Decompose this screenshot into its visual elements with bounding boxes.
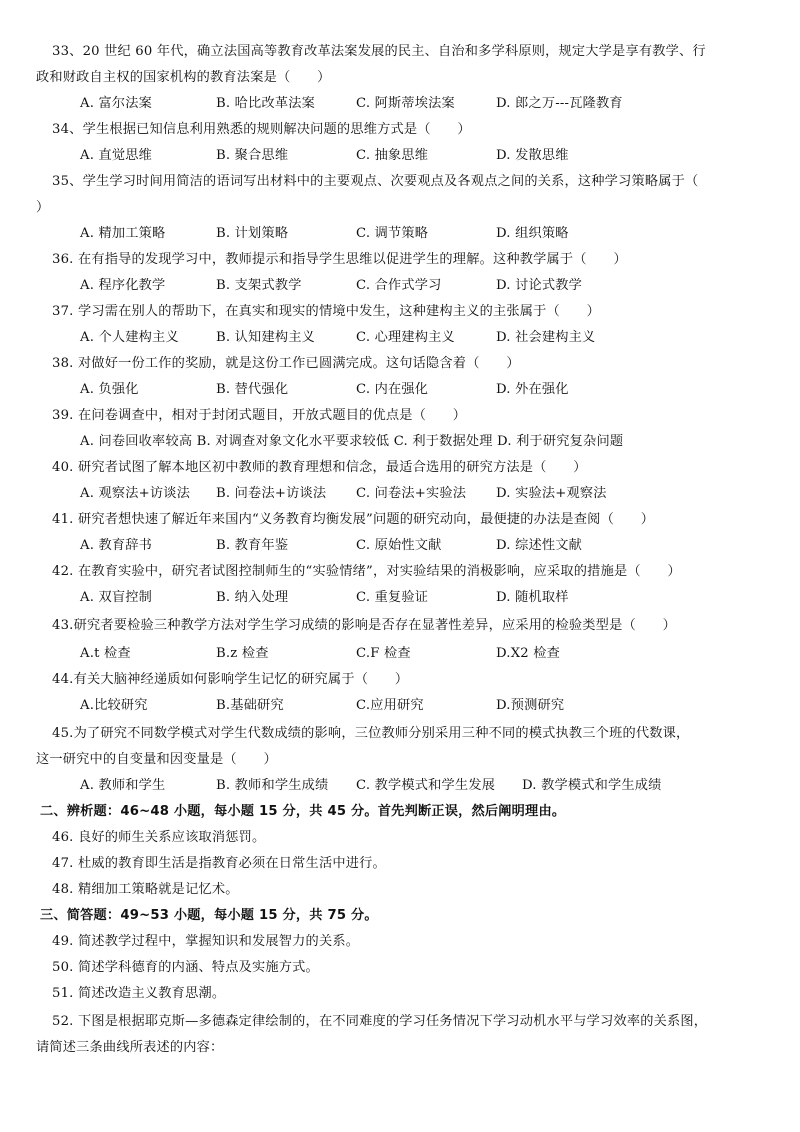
option-b: B. 聚合思维 — [216, 148, 289, 163]
option-b: B. 教育年鉴 — [216, 538, 289, 553]
option-b: B.z 检查 — [216, 646, 269, 661]
option-d: D.预测研究 — [496, 698, 565, 713]
option-c: C. 调节策略 — [356, 226, 429, 241]
question-36: 36. 在有指导的发现学习中，教师提示和指导学生思维以促进学生的理解。这种教学属于（ ） — [52, 252, 627, 267]
option-d: D. 教学模式和学生成绩 — [522, 778, 662, 793]
question-47: 47. 杜威的教育即生活是指教育必须在日常生活中进行。 — [52, 856, 386, 871]
option-c: C. 阿斯蒂埃法案 — [356, 96, 455, 111]
option-c: C. 内在强化 — [356, 382, 429, 397]
question-34: 34、学生根据已知信息利用熟悉的规则解决问题的思维方式是（ ） — [52, 122, 471, 137]
option-c: C. 心理建构主义 — [356, 330, 455, 345]
option-a: A. 个人建构主义 — [80, 330, 179, 345]
question-38: 38. 对做好一份工作的奖励，就是这份工作已圆满完成。这句话隐含着（ ） — [52, 356, 520, 371]
option-c: C. 抽象思维 — [356, 148, 429, 163]
option-c: C. 原始性文献 — [356, 538, 442, 553]
option-a: A. 负强化 — [80, 382, 139, 397]
option-d: D. 组织策略 — [496, 226, 569, 241]
question-44: 44.有关大脑神经递质如何影响学生记忆的研究属于（ ） — [52, 672, 409, 687]
question-45-line-1: 45.为了研究不同数学模式对学生代数成绩的影响，三位教师分别采用三种不同的模式执教三个班的代数课， — [52, 726, 690, 741]
option-b: B.基础研究 — [216, 698, 284, 713]
section-3-heading: 三、简答题：49~53 小题，每小题 15 分，共 75 分。 — [40, 908, 378, 923]
option-c: C.应用研究 — [356, 698, 424, 713]
option-c: C. 问卷法+实验法 — [356, 486, 467, 501]
option-c: C.F 检查 — [356, 646, 411, 661]
option-b: B. 教师和学生成绩 — [216, 778, 329, 793]
option-d: D. 讨论式教学 — [496, 278, 583, 293]
question-42: 42. 在教育实验中，研究者试图控制师生的“实验情绪”，对实验结果的消极影响，应采取的措施是（ ） — [52, 564, 681, 579]
option-b: B. 哈比改革法案 — [216, 96, 315, 111]
option-d: D. 实验法+观察法 — [496, 486, 607, 501]
question-39-options: A. 问卷回收率较高 B. 对调查对象文化水平要求较低 C. 利于数据处理 D. 利于研究复杂问题 — [80, 434, 624, 449]
question-40: 40. 研究者试图了解本地区初中教师的教育理想和信念，最适合选用的研究方法是（ ） — [52, 460, 587, 475]
option-a: A. 教师和学生 — [80, 778, 166, 793]
option-d: D. 社会建构主义 — [496, 330, 596, 345]
option-a: A.t 检查 — [80, 646, 131, 661]
question-33-line-2: 政和财政自主权的国家机构的教育法案是（ ） — [36, 70, 331, 85]
question-43: 43.研究者要检验三种教学方法对学生学习成绩的影响是否存在显著性差异，应采用的检验类型是（ ） — [52, 618, 677, 633]
option-c: C. 教学模式和学生发展 — [356, 778, 496, 793]
option-a: A. 观察法+访谈法 — [80, 486, 191, 501]
question-51: 51. 简述改造主义教育思潮。 — [52, 986, 226, 1001]
question-45-line-2: 这一研究中的自变量和因变量是（ ） — [36, 752, 277, 767]
option-a: A. 双盲控制 — [80, 590, 153, 605]
option-d: D.X2 检查 — [496, 646, 561, 661]
option-a: A.比较研究 — [80, 698, 148, 713]
option-b: B. 支架式教学 — [216, 278, 302, 293]
option-d: D. 发散思维 — [496, 148, 569, 163]
option-b: B. 纳入处理 — [216, 590, 289, 605]
option-c: C. 合作式学习 — [356, 278, 442, 293]
option-a: A. 程序化教学 — [80, 278, 166, 293]
question-35-line-1: 35、学生学习时间用简洁的语词写出材料中的主要观点、次要观点及各观点之间的关系，这种学习策略属于（ — [52, 174, 699, 189]
question-49: 49. 简述教学过程中，掌握知识和发展智力的关系。 — [52, 934, 360, 949]
question-33-line-1: 33、20 世纪 60 年代，确立法国高等教育改革法案发展的民主、自治和多学科原则，规定大学是享有教学、行 — [52, 44, 706, 59]
question-52-line-2: 请简述三条曲线所表述的内容： — [36, 1040, 224, 1055]
option-b: B. 问卷法+访谈法 — [216, 486, 327, 501]
question-39: 39. 在问卷调查中，相对于封闭式题目，开放式题目的优点是（ ） — [52, 408, 467, 423]
question-48: 48. 精细加工策略就是记忆术。 — [52, 882, 239, 897]
question-46: 46. 良好的师生关系应该取消惩罚。 — [52, 830, 266, 845]
question-35-line-2: ） — [36, 200, 50, 215]
option-d: D. 郎之万---瓦隆教育 — [496, 96, 623, 111]
question-52-line-1: 52. 下图是根据耶克斯—多德森定律绘制的，在不同难度的学习任务情况下学习动机水平与学习效率的关系图， — [52, 1014, 708, 1029]
option-d: D. 外在强化 — [496, 382, 569, 397]
section-2-heading: 二、辨析题：46~48 小题，每小题 15 分，共 45 分。首先判断正误，然后阐明理由。 — [40, 804, 566, 819]
option-a: A. 直觉思维 — [80, 148, 153, 163]
option-a: A. 精加工策略 — [80, 226, 166, 241]
option-b: B. 认知建构主义 — [216, 330, 315, 345]
option-b: B. 计划策略 — [216, 226, 289, 241]
question-50: 50. 简述学科德育的内涵、特点及实施方式。 — [52, 960, 319, 975]
question-41: 41. 研究者想快速了解近年来国内“义务教育均衡发展”问题的研究动向，最便捷的办法是查阅（ ） — [52, 512, 655, 527]
option-a: A. 富尔法案 — [80, 96, 153, 111]
option-c: C. 重复验证 — [356, 590, 429, 605]
question-37: 37. 学习需在别人的帮助下，在真实和现实的情境中发生，这种建构主义的主张属于（ ） — [52, 304, 601, 319]
option-a: A. 教育辞书 — [80, 538, 153, 553]
option-d: D. 综述性文献 — [496, 538, 583, 553]
option-b: B. 替代强化 — [216, 382, 289, 397]
option-d: D. 随机取样 — [496, 590, 569, 605]
